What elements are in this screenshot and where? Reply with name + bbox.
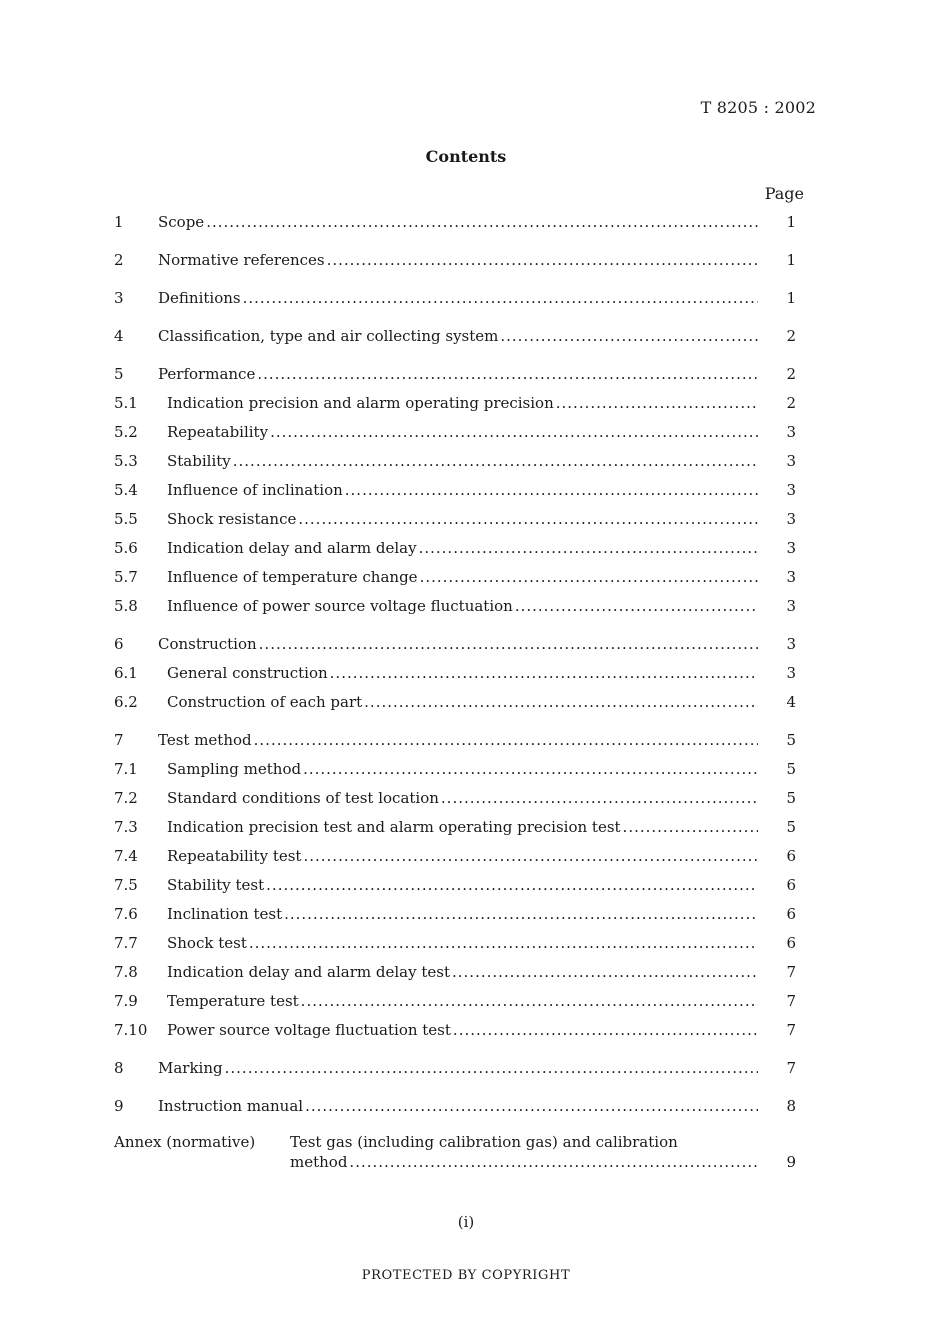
dot-leader [305, 1097, 758, 1115]
toc-entry-page: 5 [786, 760, 796, 778]
toc-entry-leader [167, 664, 758, 686]
toc-entry [0, 905, 950, 927]
toc-entry-page: 1 [786, 213, 796, 231]
toc-entry-page: 6 [786, 905, 796, 923]
toc-entry-page: 3 [786, 568, 796, 586]
toc-entry-page: 2 [786, 394, 796, 412]
dot-leader [420, 568, 758, 586]
footer-page-number: (i) [457, 1213, 475, 1231]
toc-entry-title: Standard conditions of test location [167, 789, 439, 807]
toc-entry [0, 693, 950, 715]
toc-entry-number: 4 [114, 327, 124, 345]
dot-leader [303, 847, 758, 865]
dot-leader [233, 452, 758, 470]
annex-entry [0, 1133, 950, 1177]
toc-entry-page: 6 [786, 934, 796, 952]
toc-entry-number: 7.8 [114, 963, 138, 981]
toc-entry-page: 1 [786, 251, 796, 269]
toc-entry [0, 539, 950, 561]
toc-entry-page: 7 [786, 963, 796, 981]
toc-entry [0, 789, 950, 811]
annex-title-line1: Test gas (including calibration gas) and calibration [290, 1133, 678, 1151]
toc-entry-number: 7.2 [114, 789, 138, 807]
toc-entry-title: Repeatability test [167, 847, 302, 865]
toc-entry-leader [158, 1059, 758, 1081]
toc-entry-title: Instruction manual [158, 1097, 304, 1115]
toc-entry-title: Indication delay and alarm delay test [167, 963, 450, 981]
dot-leader [623, 818, 758, 836]
dot-leader [515, 597, 758, 615]
dot-leader [301, 992, 758, 1010]
annex-leader [290, 1153, 758, 1175]
toc-entry [0, 731, 950, 753]
dot-leader [500, 327, 758, 345]
toc-entry-leader [167, 394, 758, 416]
toc-entry [0, 664, 950, 686]
toc-entry-page: 7 [786, 1059, 796, 1077]
dot-leader [364, 693, 758, 711]
dot-leader [266, 876, 758, 894]
toc-entry-number: 3 [114, 289, 124, 307]
toc-entry-number: 5.8 [114, 597, 138, 615]
toc-entry [0, 934, 950, 956]
toc-entry-number: 5.7 [114, 568, 138, 586]
toc-entry-leader [167, 789, 758, 811]
toc-entry-page: 3 [786, 481, 796, 499]
toc-entry-title: Temperature test [167, 992, 299, 1010]
toc-entry-title: Indication precision and alarm operating precision [167, 394, 554, 412]
toc-entry-title: Influence of power source voltage fluctuation [167, 597, 513, 615]
toc-entry-title: Scope [158, 213, 205, 231]
dot-leader [225, 1059, 758, 1077]
toc-entry-leader [167, 510, 758, 532]
toc-entry-page: 8 [786, 1097, 796, 1115]
toc-entry-title: Performance [158, 365, 256, 383]
toc-entry [0, 1097, 950, 1119]
annex-title-line2: method [290, 1153, 348, 1171]
toc-entry-leader [167, 905, 758, 927]
toc-entry [0, 963, 950, 985]
toc-entry-leader [167, 693, 758, 715]
dot-leader [453, 1021, 758, 1039]
copyright-notice: PROTECTED BY COPYRIGHT [361, 1268, 571, 1283]
toc-entry [0, 423, 950, 445]
toc-entry-number: 7.4 [114, 847, 138, 865]
toc-entry-leader [167, 934, 758, 956]
toc-entry-leader [167, 452, 758, 474]
toc-entry [0, 452, 950, 474]
toc-entry-leader [158, 289, 758, 311]
toc-entry-page: 4 [786, 693, 796, 711]
toc-entry [0, 760, 950, 782]
dot-leader [452, 963, 758, 981]
toc-entry [0, 213, 950, 235]
toc-entry-page: 3 [786, 597, 796, 615]
toc-entry-page: 3 [786, 635, 796, 653]
toc-entry-title: Shock test [167, 934, 247, 952]
page-column-label: Page [764, 184, 804, 203]
toc-entry-number: 5.4 [114, 481, 138, 499]
annex-title-line2-row [0, 1153, 950, 1175]
toc-entry-leader [167, 539, 758, 561]
dot-leader [419, 539, 758, 557]
toc-entry-page: 7 [786, 992, 796, 1010]
toc-entry [0, 992, 950, 1014]
toc-entry [0, 510, 950, 532]
toc-entry-leader [167, 876, 758, 898]
toc-entry-leader [167, 818, 758, 840]
toc-entry-number: 7.7 [114, 934, 138, 952]
toc-entry [0, 327, 950, 349]
toc-entry-leader [167, 481, 758, 503]
toc-entry-number: 7.6 [114, 905, 138, 923]
toc-entry-title: Stability [167, 452, 231, 470]
annex-page: 9 [786, 1153, 796, 1171]
toc-entry-leader [158, 635, 758, 657]
toc-entry-number: 5.3 [114, 452, 138, 470]
toc-entry-leader [158, 365, 758, 387]
toc-entry-title: Stability test [167, 876, 265, 894]
toc-entry-title: General construction [167, 664, 328, 682]
toc-entry-leader [158, 1097, 758, 1119]
toc-entry [0, 876, 950, 898]
toc-entry-number: 8 [114, 1059, 124, 1077]
dot-leader [327, 251, 758, 269]
dot-leader [254, 731, 758, 749]
toc-entry-number: 5.6 [114, 539, 138, 557]
toc-entry-page: 6 [786, 847, 796, 865]
toc-entry-page: 3 [786, 510, 796, 528]
dot-leader [257, 365, 758, 383]
toc-entry-page: 3 [786, 452, 796, 470]
toc-entry-title: Influence of inclination [167, 481, 343, 499]
annex-label: Annex (normative) [114, 1133, 256, 1151]
toc-entry-page: 5 [786, 731, 796, 749]
toc-entry-number: 2 [114, 251, 124, 269]
toc-entry-leader [158, 213, 758, 235]
dot-leader [349, 1153, 758, 1171]
dot-leader [243, 289, 758, 307]
toc-entry-page: 2 [786, 327, 796, 345]
toc-entry-leader [167, 597, 758, 619]
toc-entry [0, 289, 950, 311]
toc-entry-number: 6.2 [114, 693, 138, 711]
toc-entry-leader [158, 327, 758, 349]
toc-entry-page: 3 [786, 423, 796, 441]
toc-entry [0, 847, 950, 869]
toc-entry-leader [167, 568, 758, 590]
toc-entry-page: 5 [786, 818, 796, 836]
toc-entry-number: 5.2 [114, 423, 138, 441]
toc-entry-page: 6 [786, 876, 796, 894]
dot-leader [345, 481, 758, 499]
toc-entry-leader [167, 423, 758, 445]
toc-entry-number: 6 [114, 635, 124, 653]
toc-entry [0, 568, 950, 590]
toc-entry-number: 5 [114, 365, 124, 383]
toc-entry-leader [167, 1021, 758, 1043]
toc-entry-title: Normative references [158, 251, 325, 269]
toc-entry-title: Indication delay and alarm delay [167, 539, 417, 557]
dot-leader [249, 934, 758, 952]
toc-entry-title: Inclination test [167, 905, 283, 923]
toc-entry-page: 3 [786, 664, 796, 682]
toc-entry [0, 251, 950, 273]
toc-entry-title: Test method [158, 731, 252, 749]
toc-entry-number: 6.1 [114, 664, 138, 682]
dot-leader [298, 510, 758, 528]
toc-entry-number: 1 [114, 213, 124, 231]
toc-entry-title: Construction [158, 635, 257, 653]
toc-entry-number: 7.9 [114, 992, 138, 1010]
toc-entry-title: Construction of each part [167, 693, 363, 711]
toc-entry-leader [158, 731, 758, 753]
toc-entry-number: 9 [114, 1097, 124, 1115]
dot-leader [441, 789, 758, 807]
toc-entry-leader [167, 847, 758, 869]
dot-leader [556, 394, 758, 412]
contents-title: Contents [425, 147, 507, 166]
toc-entry-number: 7 [114, 731, 124, 749]
dot-leader [284, 905, 758, 923]
toc-entry-title: Definitions [158, 289, 241, 307]
toc-entry-title: Indication precision test and alarm operating precision test [167, 818, 621, 836]
dot-leader [259, 635, 758, 653]
toc-entry-page: 1 [786, 289, 796, 307]
toc-entry-leader [167, 992, 758, 1014]
toc-entry-number: 5.1 [114, 394, 138, 412]
toc-entry [0, 481, 950, 503]
toc-entry-title: Shock resistance [167, 510, 297, 528]
toc-entry-leader [158, 251, 758, 273]
document-number: T 8205 : 2002 [700, 98, 816, 117]
toc-entry-title: Marking [158, 1059, 223, 1077]
toc-entry-title: Repeatability [167, 423, 269, 441]
toc-entry-title: Influence of temperature change [167, 568, 418, 586]
dot-leader [270, 423, 758, 441]
toc-entry-number: 7.5 [114, 876, 138, 894]
toc-entry-page: 7 [786, 1021, 796, 1039]
toc-entry [0, 394, 950, 416]
toc-entry [0, 597, 950, 619]
toc-entry-leader [167, 963, 758, 985]
dot-leader [303, 760, 758, 778]
toc-entry [0, 635, 950, 657]
toc-entry-number: 7.1 [114, 760, 138, 778]
dot-leader [206, 213, 758, 231]
toc-entry-page: 5 [786, 789, 796, 807]
toc-entry-page: 2 [786, 365, 796, 383]
toc-entry [0, 365, 950, 387]
toc-entry-number: 5.5 [114, 510, 138, 528]
toc-entry [0, 1021, 950, 1043]
toc-entry-leader [167, 760, 758, 782]
toc-entry [0, 818, 950, 840]
toc-entry [0, 1059, 950, 1081]
toc-entry-number: 7.3 [114, 818, 138, 836]
dot-leader [330, 664, 758, 682]
toc-entry-title: Sampling method [167, 760, 302, 778]
toc-entry-page: 3 [786, 539, 796, 557]
toc-entry-number: 7.10 [114, 1021, 148, 1039]
toc-entry-title: Power source voltage fluctuation test [167, 1021, 451, 1039]
toc-entry-title: Classification, type and air collecting system [158, 327, 499, 345]
